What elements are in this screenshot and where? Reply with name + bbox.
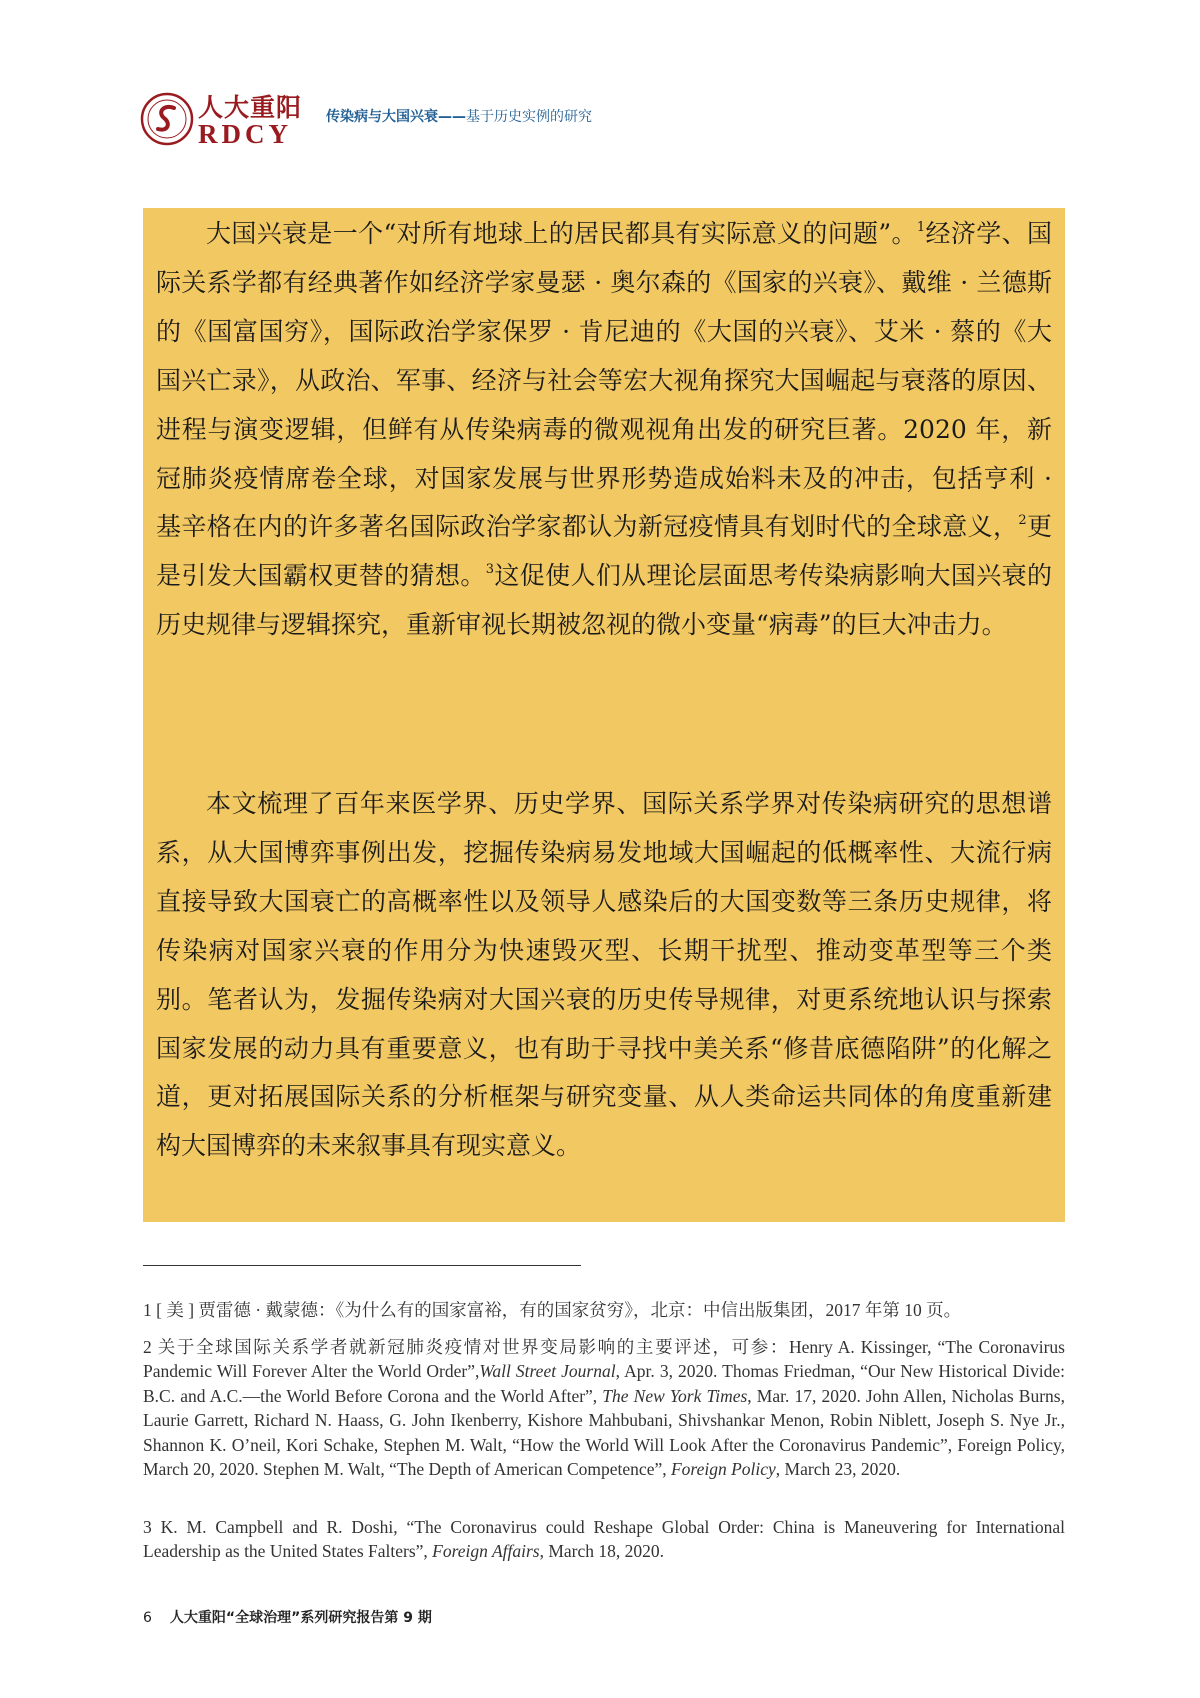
fn3-text-b: , March 18, 2020. [539, 1541, 665, 1562]
running-title-sub: 基于历史实例的研究 [466, 109, 592, 125]
logo-chinese: 人大重阳 [198, 93, 303, 122]
fn2-journal-3: Foreign Policy [670, 1459, 776, 1480]
footnote-divider [143, 1265, 581, 1266]
fn2-text-a: 2 关于全球国际关系学者就新冠肺炎疫情对世界变局影响的主要评述，可参：Henry A. Kissinger, “The Coronavirus Pandemic Will Forever Alter the World Order”, [143, 1337, 1065, 1382]
fn2-journal-2: The New York Times [602, 1385, 748, 1406]
body-paragraph-2: 本文梳理了百年来医学界、历史学界、国际关系学界对传染病研究的思想谱系，从大国博弈事例出发，挖掘传染病易发地域大国崛起的低概率性、大流行病直接导致大国衰亡的高概率性以及领导人感染后的大国变数等三条历史规律，将传染病对国家兴衰的作用分为快速毁灭型、长期干扰型、推动变革型等三个类别。笔者认为，发掘传染病对大国兴衰的历史传导规律，对更系统地认识与探索国家发展的动力具有重要意义，也有助于寻找中美关系“修昔底德陷阱”的化解之道，更对拓展国际关系的分析框架与研究变量、从人类命运共同体的角度重新建构大国博弈的未来叙事具有现实意义。 [156, 789, 1052, 1161]
p1-text-d: 这促使人们从理论层面思考传染病影响大国兴衰的历史规律与逻辑探究，重新审视长期被忽视的微小变量“病毒”的巨大冲击力。 [156, 561, 1052, 640]
footnote-3 [143, 1515, 1065, 1564]
running-title [326, 106, 592, 126]
p1-text-a: 大国兴衰是一个“对所有地球上的居民都具有实际意义的问题”。 [206, 219, 917, 248]
footnote-ref-2[interactable]: 2 [1018, 513, 1027, 529]
page-number: 6 [143, 1610, 152, 1626]
page-header [140, 86, 1040, 156]
running-title-main: 传染病与大国兴衰—— [326, 109, 466, 125]
fn3-text-a: 3 K. M. Campbell and R. Doshi, “The Coronavirus could Reshape Global Order: China is Maneuvering for International Leadership as the United States Falters”, [143, 1517, 1065, 1562]
fn3-journal: Foreign Affairs [432, 1541, 540, 1562]
fn2-text-c: , Mar. 17, 2020. John Allen, Nicholas Burns, Laurie Garrett, Richard N. Haass, G. John Ikenberry, Kishore Mahbubani, Shivshankar Menon, Robin Niblett, Joseph S. Nye Jr., Shannon K. O’neil, Kori Schake, Stephen M. Walt, “How the World Will Look After the Coronavirus Pandemic”, Foreign Policy, March 20, 2020. Stephen M. Walt, “The Depth of American Competence”, [143, 1385, 1065, 1480]
footnote-ref-1[interactable]: 1 [916, 220, 926, 235]
p1-text-c: 更是引发大国霸权更替的猜想。 [156, 512, 1052, 591]
rdcy-seal-icon [140, 92, 194, 146]
page-footer [143, 1607, 432, 1627]
footnote-ref-3[interactable]: 3 [485, 562, 494, 578]
body-paragraph-1 [156, 210, 1052, 650]
fn2-text-d: , March 23, 2020. [775, 1459, 901, 1480]
footnote-1: 1 [ 美 ] 贾雷德 · 戴蒙德：《为什么有的国家富裕，有的国家贫穷》，北京：中信出版集团，2017 年第 10 页。 [143, 1300, 962, 1320]
p1-text-b: 经济学、国际关系学都有经典著作如经济学家曼瑟 · 奥尔森的《国家的兴衰》、戴维 · 兰德斯的《国富国穷》，国际政治学家保罗 · 肯尼迪的《大国的兴衰》、艾米 · 蔡的《大国兴亡录》，从政治、军事、经济与社会等宏大视角探究大国崛起与衰落的原因、进程与演变逻辑，但鲜有从传染病毒的微观视角出发的研究巨著。2020 年，新冠肺炎疫情席卷全球，对国家发展与世界形势造成始料未及的冲击，包括亨利 · 基辛格在内的许多著名国际政治学家都认为新冠疫情具有划时代的全球意义， [156, 219, 1052, 542]
fn2-journal-1: Wall Street Journal [479, 1361, 616, 1382]
logo-english: RDCY [198, 119, 292, 149]
series-title: 人大重阳“全球治理”系列研究报告第 9 期 [169, 1610, 432, 1626]
fn2-text-b: , Apr. 3, 2020. Thomas Friedman, “Our New Historical Divide: B.C. and A.C.—the World Before Corona and the World After”, [143, 1361, 1065, 1406]
footnote-2 [143, 1335, 1065, 1481]
